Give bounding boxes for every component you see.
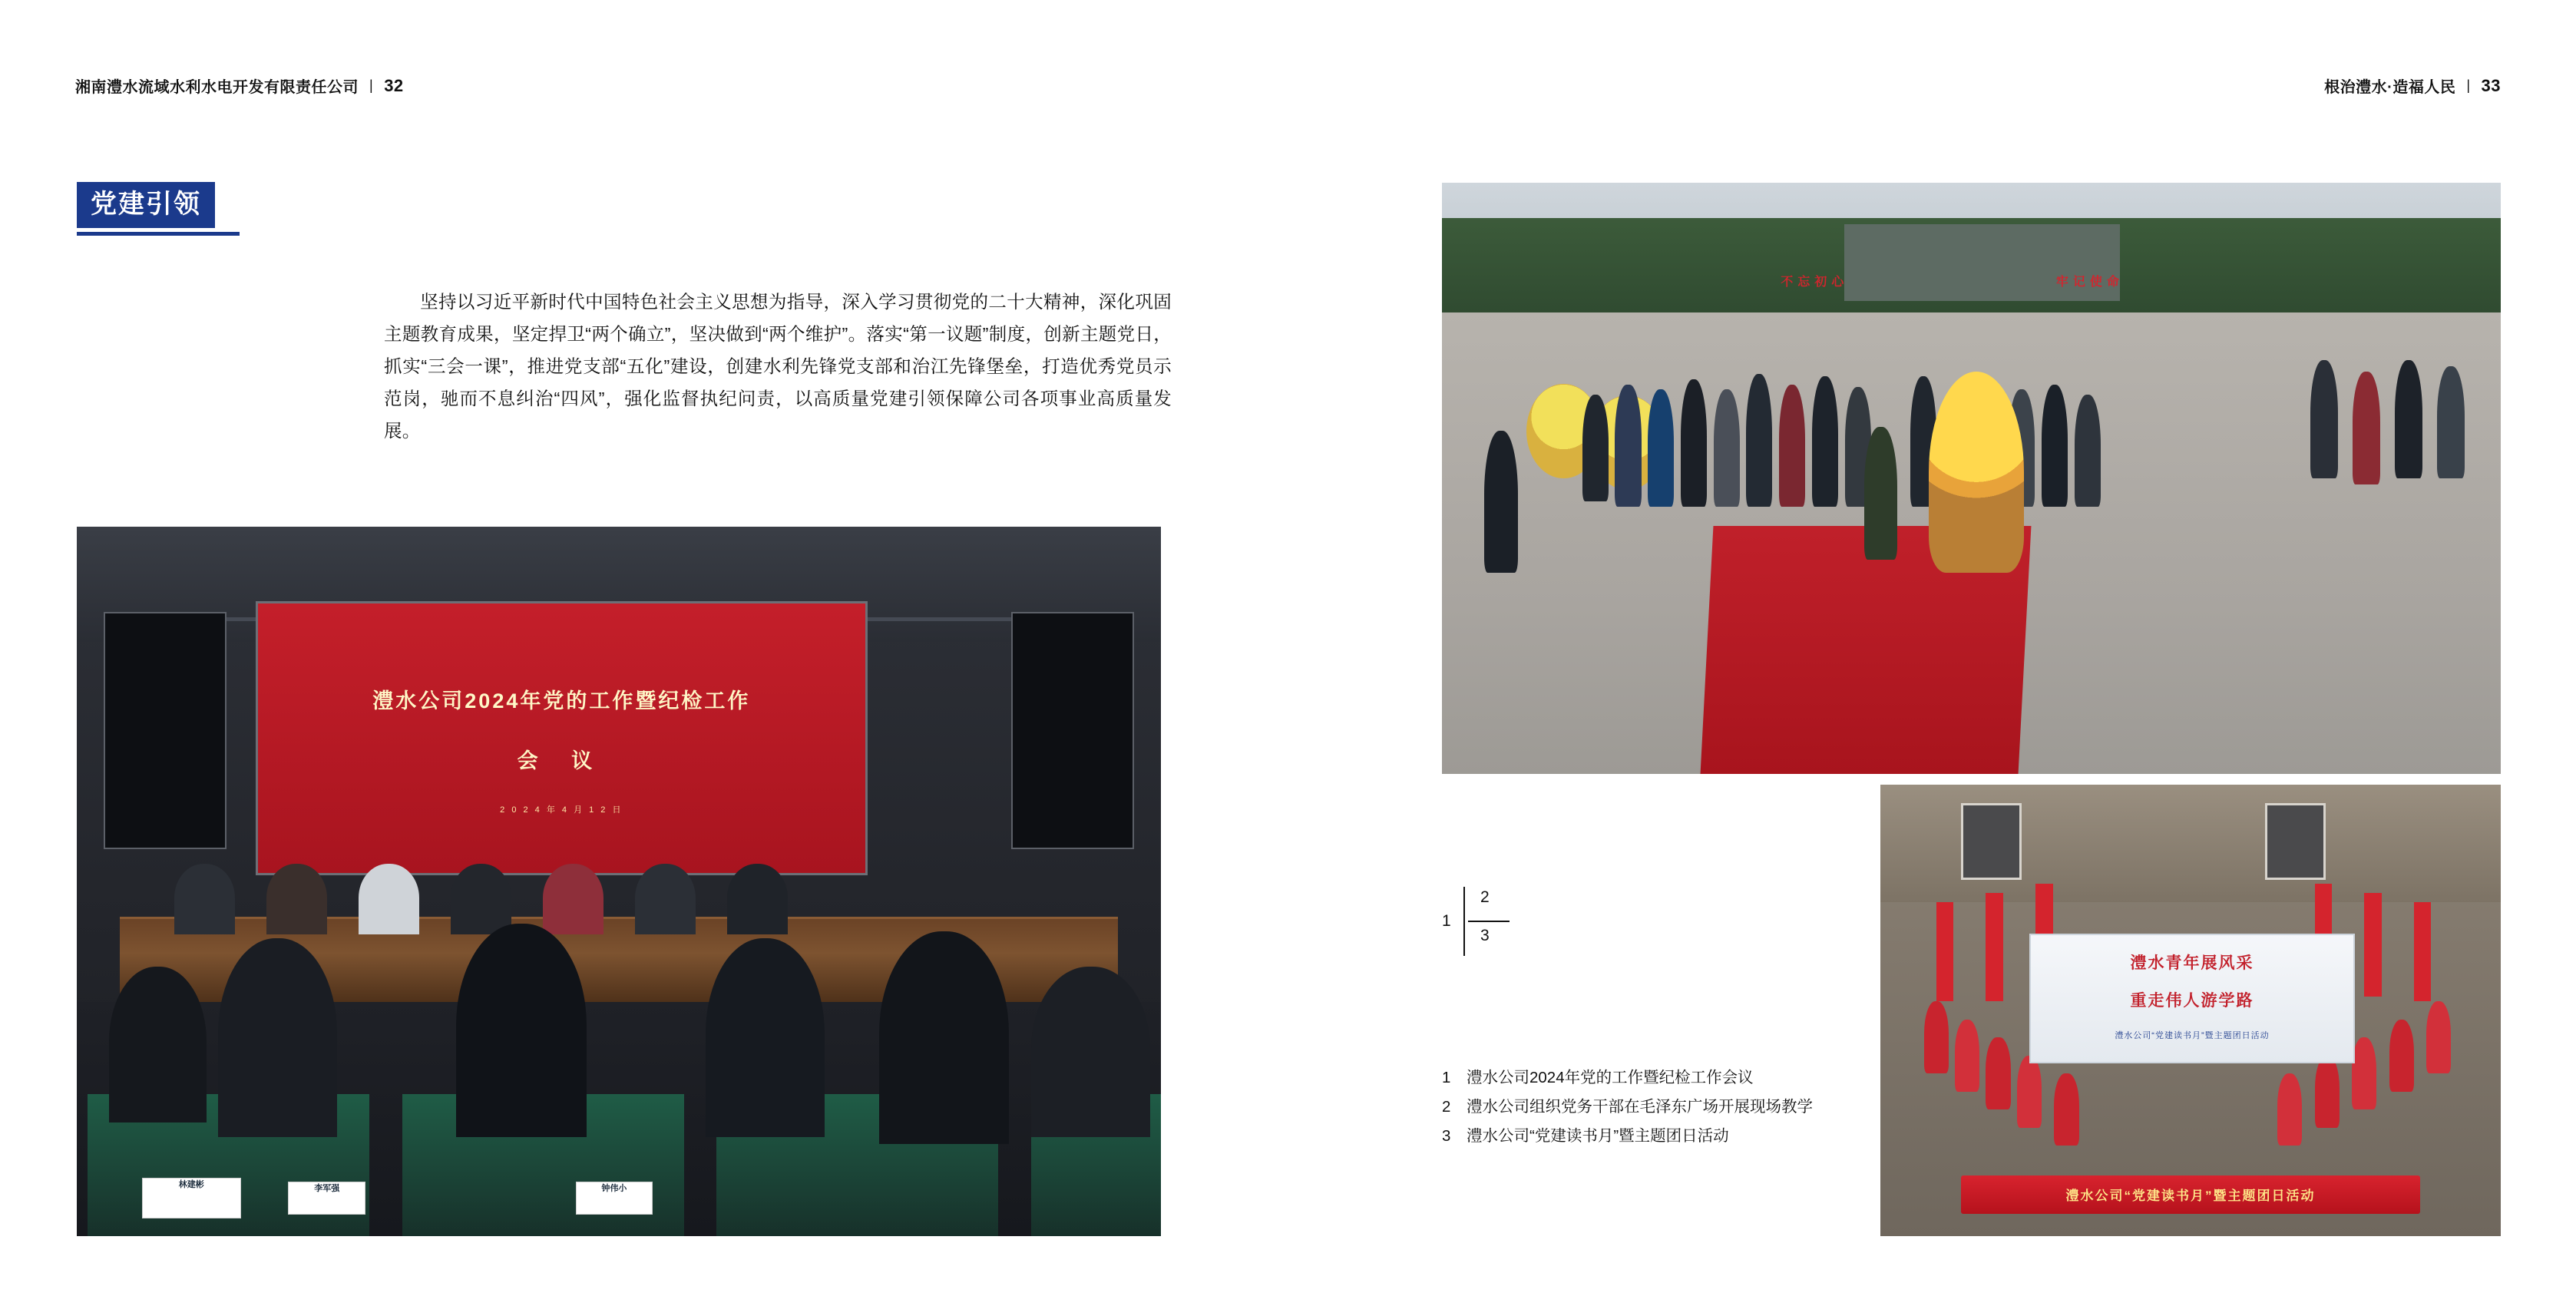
caption-item (1442, 1063, 2363, 1093)
figure-key-horizontal-rule (1468, 921, 1510, 922)
running-head-right-text: 根治澧水·造福人民 (2324, 79, 2456, 96)
photo1-seated-person (543, 864, 603, 934)
photo3-participant (2389, 1020, 2414, 1092)
photo1-attendee-back (879, 931, 1009, 1144)
photo2-bystander (2395, 360, 2422, 478)
photo3-board-line-2: 重走伟人游学路 (2130, 992, 2254, 1010)
photo1-nameplate: 林建彬 (142, 1178, 241, 1218)
section-title-badge: 党建引领 (77, 182, 215, 228)
photo3-flag (1936, 902, 1954, 1001)
photo1-left-display-panel (104, 612, 226, 849)
photo3-window-left (1961, 803, 2022, 880)
figure-key-vertical-rule (1463, 887, 1465, 956)
figure-key-number-1: 1 (1442, 912, 1451, 930)
photo2-person (2042, 385, 2068, 507)
photo2-person (1746, 374, 1772, 507)
caption-number: 3 (1442, 1127, 1451, 1145)
photo1-nameplate: 李军强 (288, 1182, 365, 1215)
photo1-nameplate: 钟伟小 (576, 1182, 653, 1215)
figure-key-number-3: 3 (1480, 927, 1490, 944)
photo2-person (1582, 395, 1609, 501)
photo2-bystander (2437, 366, 2465, 478)
photo1-seated-person (266, 864, 327, 934)
photo2-bystander (2353, 372, 2380, 484)
photo-youth-reading-activity (1880, 785, 2501, 1236)
caption-item (1442, 1122, 2363, 1151)
page-number-left: 32 (384, 75, 404, 95)
photo3-banner-text: 澧水公司“党建读书月”暨主题团日活动 (2065, 1189, 2316, 1204)
photo3-flag (2364, 893, 2382, 997)
photo1-attendee-back (706, 938, 825, 1137)
running-head-left (75, 74, 404, 97)
photo2-person (1615, 385, 1641, 507)
photo1-screen-line-1: 澧水公司2024年党的工作暨纪检工作 (372, 689, 751, 713)
caption-number: 2 (1442, 1098, 1451, 1116)
photo2-person (2075, 395, 2101, 507)
photo3-board-line-1: 澧水青年展风采 (2130, 954, 2254, 972)
photo-conference-meeting (77, 527, 1161, 1236)
running-head-left-separator: | (369, 78, 374, 93)
photo2-flower-wreath (1929, 372, 2024, 573)
photo3-display-board (2029, 934, 2355, 1063)
caption-number: 1 (1442, 1069, 1451, 1086)
photo3-participant (2426, 1001, 2451, 1073)
figure-key-number-2: 2 (1480, 888, 1490, 906)
photo2-bystander (2310, 360, 2338, 478)
paragraph-text: 坚持以习近平新时代中国特色社会主义思想为指导，深入学习贯彻党的二十大精神，深化巩固主题教育成果，坚定捍卫“两个确立”，坚决做到“两个维护”。落实“第一议题”制度，创新主题党日，抓实“三会一课”，推进党支部“五化”建设，创建水利先锋党支部和治江先锋堡垒，打造优秀党员示范岗，驰而不息纠治“四风”，强化监督执纪问责，以高质量党建引领保障公司各项事业高质量发展。 (384, 292, 1172, 441)
photo2-honor-guard (1864, 427, 1897, 560)
photo1-seated-person (451, 864, 511, 934)
photo1-right-display-panel (1011, 612, 1133, 849)
photo2-person (1714, 389, 1740, 506)
photo1-seated-person (359, 864, 419, 934)
section-title-underline (77, 232, 240, 236)
photo1-screen-line-3: 2 0 2 4 年 4 月 1 2 日 (500, 805, 623, 815)
running-head-left-text: 湘南澧水流域水利水电开发有限责任公司 (75, 79, 359, 96)
photo-square-ceremony (1442, 183, 2501, 774)
figure-layout-key (1442, 887, 1557, 956)
photo1-screen-line-2: 会 议 (517, 749, 607, 772)
photo1-seated-person (635, 864, 696, 934)
photo1-seated-person (727, 864, 788, 934)
photo2-person (1812, 376, 1838, 507)
photo2-banner-right: 牢记使命 (2055, 275, 2124, 289)
running-head-right (2324, 74, 2501, 97)
caption-text: 澧水公司“党建读书月”暨主题团日活动 (1467, 1127, 1729, 1145)
photo2-banner-left: 不忘初心 (1781, 275, 1849, 289)
running-head-right-separator: | (2466, 78, 2471, 93)
photo2-bystander (1484, 431, 1518, 573)
caption-text: 澧水公司组织党务干部在毛泽东广场开展现场教学 (1467, 1098, 1813, 1116)
photo1-attendee-back (218, 938, 337, 1137)
photo1-attendee-back (456, 924, 586, 1136)
body-paragraph (384, 286, 1172, 447)
caption-item (1442, 1093, 2363, 1122)
photo3-board-line-3: 澧水公司“党建读书月”暨主题团日活动 (2115, 1030, 2270, 1040)
caption-text: 澧水公司2024年党的工作暨纪检工作会议 (1467, 1069, 1754, 1086)
photo1-led-screen (256, 601, 868, 875)
photo3-window-right (2265, 803, 2326, 880)
photo3-red-banner (1961, 1175, 2420, 1214)
photo1-seated-person (174, 864, 235, 934)
photo2-background-building (1844, 224, 2120, 301)
page-number-right: 33 (2481, 75, 2501, 95)
photo2-person (1779, 385, 1805, 507)
photo3-flag (1986, 893, 2003, 1001)
photo2-person (1681, 379, 1707, 507)
photo2-crowd (1569, 336, 2225, 603)
caption-list (1442, 1063, 2363, 1151)
photo1-attendee-back (109, 967, 207, 1122)
photo1-attendee-back (1031, 967, 1150, 1137)
photo3-flag (2414, 902, 2432, 1001)
photo2-person (1648, 389, 1674, 506)
